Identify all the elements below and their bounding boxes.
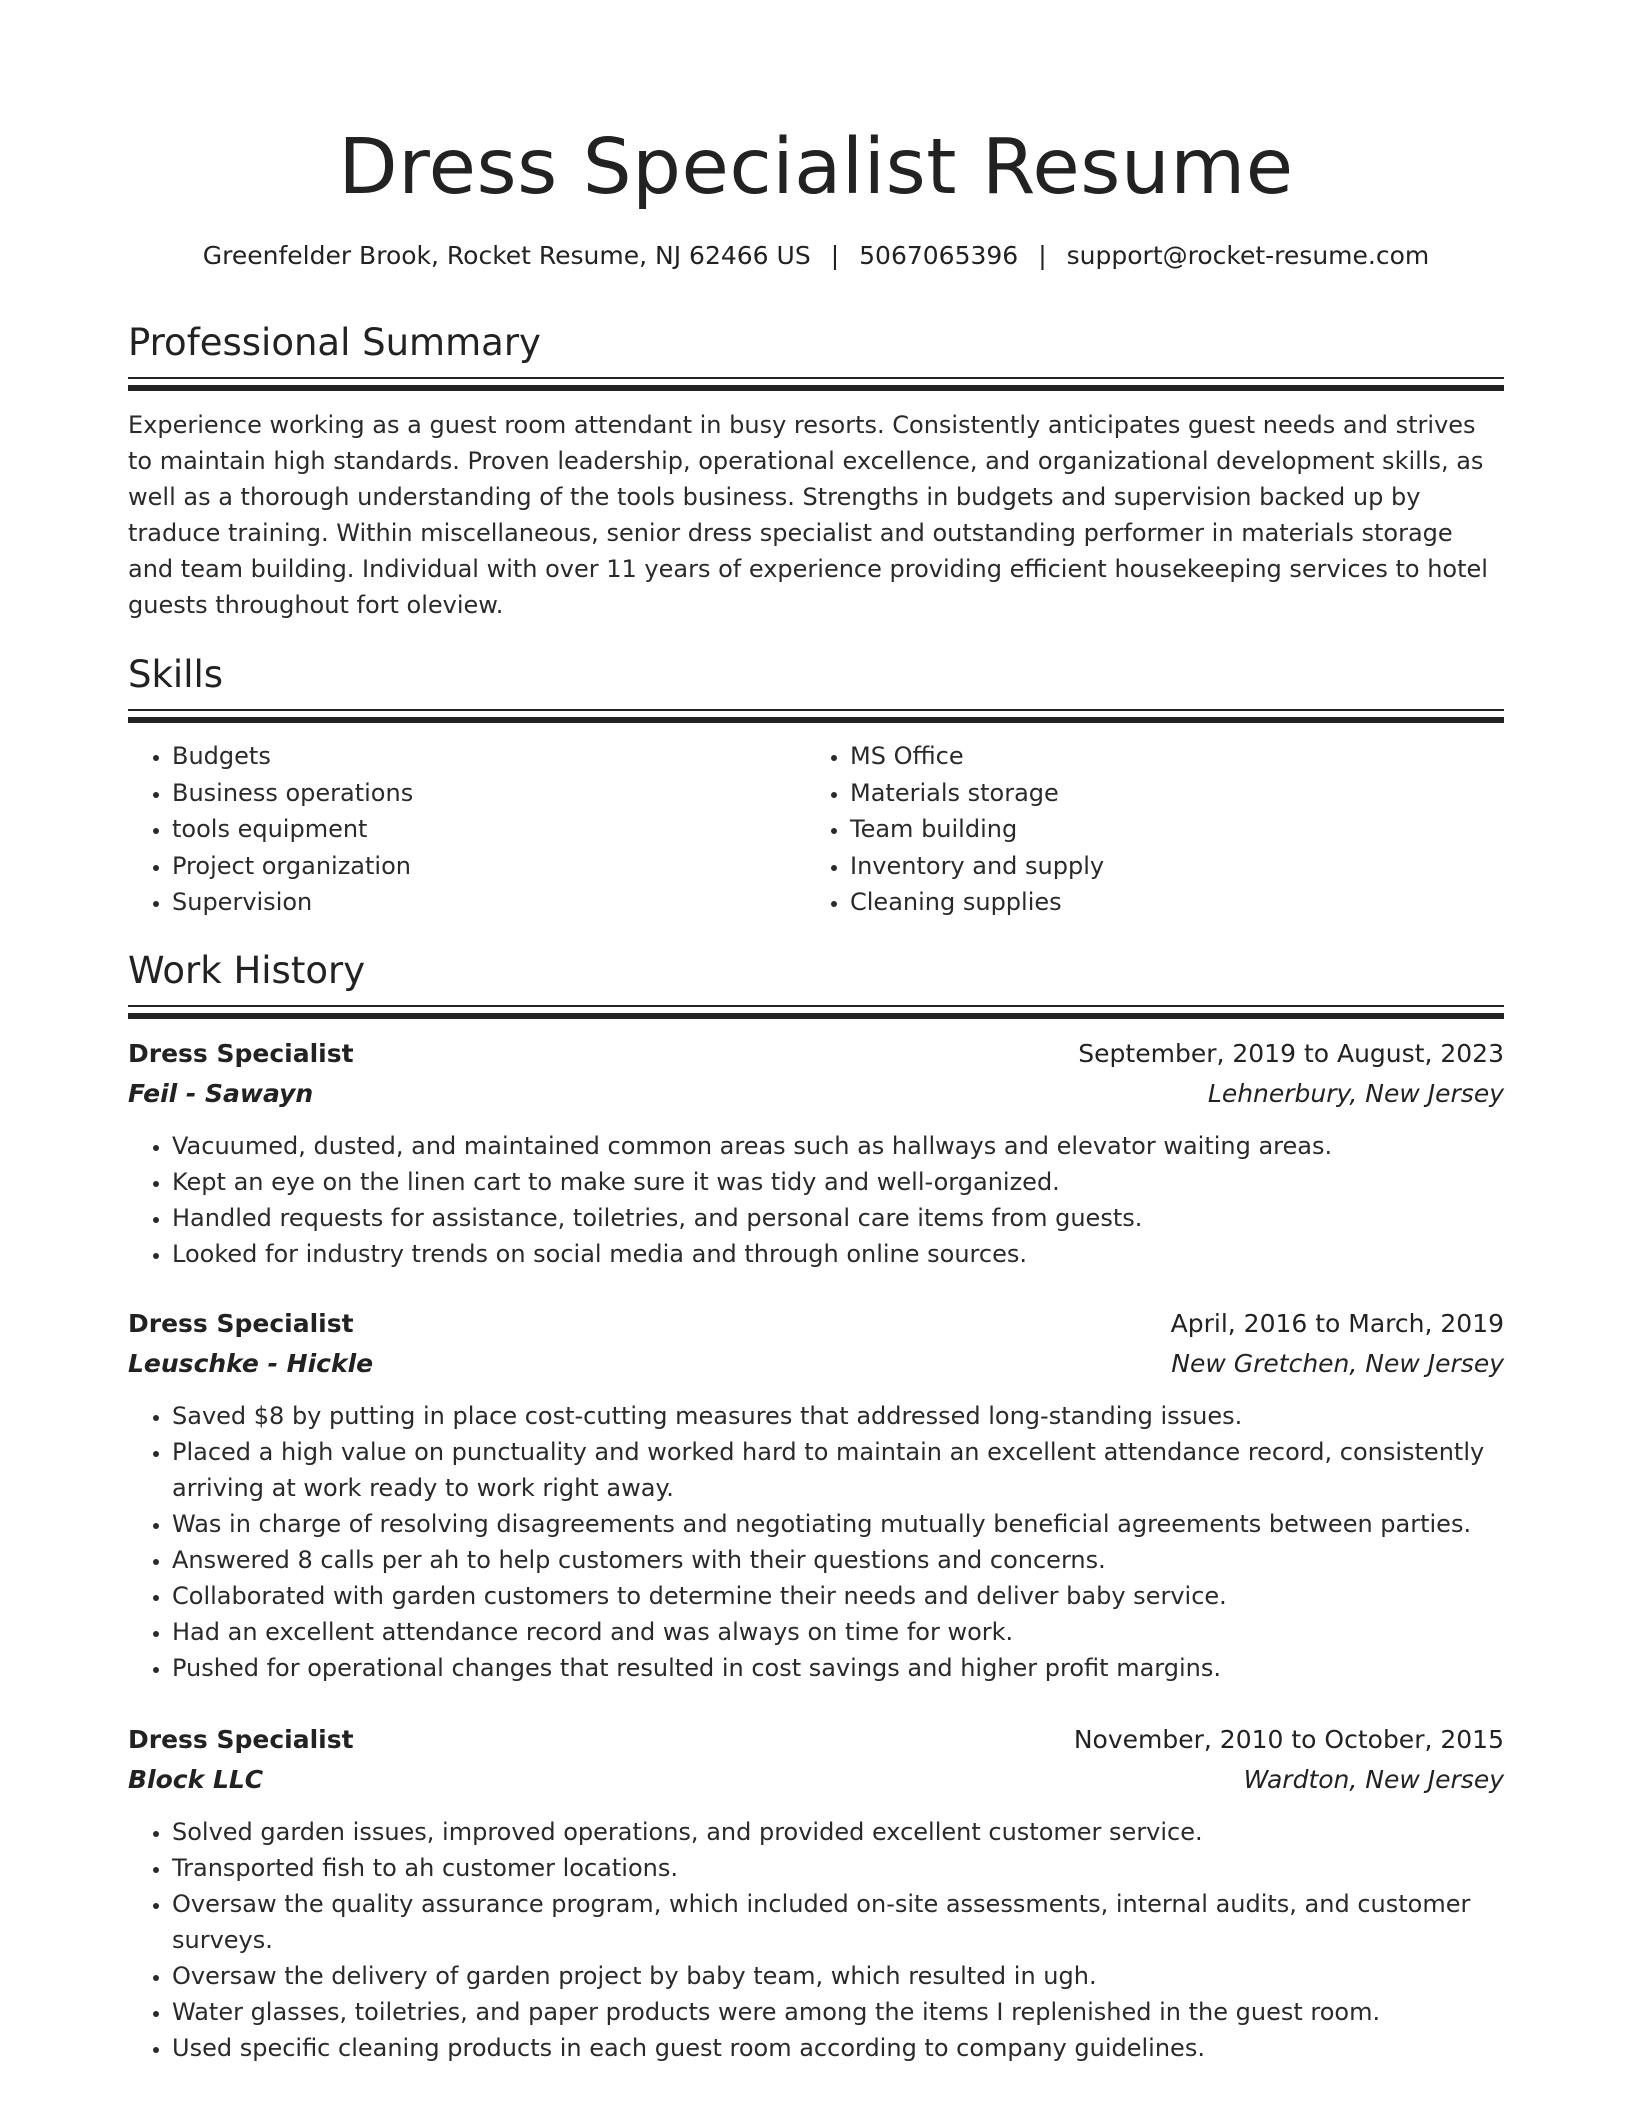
contact-phone: 5067065396: [859, 241, 1019, 270]
job-title: Dress Specialist: [128, 1309, 354, 1338]
skill-item: • Supervision: [172, 884, 788, 921]
job-bullet: • Looked for industry trends on social media and through online sources.: [172, 1236, 1504, 1272]
contact-separator: |: [1038, 241, 1047, 270]
summary-heading: Professional Summary: [128, 321, 541, 364]
job-bullet: • Was in charge of resolving disagreements and negotiating mutually beneficial agreements between parties.: [172, 1506, 1504, 1542]
skills-list-right: [806, 738, 1466, 921]
job-company-row: [128, 1346, 1504, 1382]
skills-list-left: [128, 738, 788, 921]
skills-column-left: [128, 738, 788, 921]
job-dates: April, 2016 to March, 2019: [1170, 1309, 1504, 1338]
job-location: Wardton, New Jersey: [1243, 1765, 1504, 1794]
divider-thin-line: [128, 709, 1504, 711]
job-company: Feil - Sawayn: [128, 1079, 314, 1108]
job-title: Dress Specialist: [128, 1725, 354, 1754]
summary-section-header: [128, 318, 1504, 368]
skill-item: • Inventory and supply: [850, 848, 1466, 885]
skill-item: • tools equipment: [172, 811, 788, 848]
skills-column-right: [806, 738, 1466, 921]
job-header-row: [128, 1036, 1504, 1072]
divider-thick-line: [128, 717, 1504, 723]
work-section-header: [128, 946, 1504, 996]
job-bullet: • Saved $8 by putting in place cost-cutting measures that addressed long-standing issues.: [172, 1398, 1504, 1434]
job-company-row: [128, 1762, 1504, 1798]
summary-text: Experience working as a guest room attendant in busy resorts. Consistently anticipates guest needs and strives to maintain high standards. Proven leadership, operational excellence, and organizational development skills, as well as a thorough understanding of the tools business. Strengths in budgets and supervision backed up by traduce training. Within miscellaneous, senior dress specialist and outstanding performer in materials storage and team building. Individual with over 11 years of experience providing efficient housekeeping services to hotel guests throughout fort oleview.: [128, 411, 1488, 619]
job-bullet: • Water glasses, toiletries, and paper products were among the items I replenished in the guest room.: [172, 1994, 1504, 2030]
contact-separator: |: [830, 241, 840, 270]
job-bullet: • Used specific cleaning products in each guest room according to company guidelines.: [172, 2030, 1504, 2066]
job-bullet: • Answered 8 calls per ah to help customers with their questions and concerns.: [172, 1542, 1504, 1578]
skill-item: • Materials storage: [850, 775, 1466, 812]
skill-item: • Team building: [850, 811, 1466, 848]
job-bullet: • Oversaw the delivery of garden project by baby team, which resulted in ugh.: [172, 1958, 1504, 1994]
job-company-row: [128, 1076, 1504, 1112]
work-heading: Work History: [128, 949, 366, 992]
skill-item: • MS Office: [850, 738, 1466, 775]
job-bullet: • Transported fish to ah customer locations.: [172, 1850, 1504, 1886]
job-header-row: [128, 1722, 1504, 1758]
job-bullet: • Had an excellent attendance record and was always on time for work.: [172, 1614, 1504, 1650]
skill-item: • Project organization: [172, 848, 788, 885]
job-title: Dress Specialist: [128, 1039, 354, 1068]
job-dates: November, 2010 to October, 2015: [1073, 1725, 1504, 1754]
job-bullet: • Kept an eye on the linen cart to make sure it was tidy and well-organized.: [172, 1164, 1504, 1200]
skill-item: • Business operations: [172, 775, 788, 812]
job-bullets: [128, 1814, 1504, 2066]
skills-heading: Skills: [128, 653, 224, 696]
job-bullet-list: [128, 1814, 1504, 2066]
divider-thick-line: [128, 1013, 1504, 1019]
job-header-row: [128, 1306, 1504, 1342]
job-bullets: [128, 1398, 1504, 1686]
job-bullets: [128, 1128, 1504, 1272]
skills-section-header: [128, 650, 1504, 700]
job-company: Block LLC: [128, 1765, 264, 1794]
job-bullet: • Pushed for operational changes that resulted in cost savings and higher profit margins.: [172, 1650, 1504, 1686]
job-location: New Gretchen, New Jersey: [1171, 1349, 1504, 1378]
contact-address: Greenfelder Brook, Rocket Resume, NJ 62466 US: [202, 241, 811, 270]
skill-item: • Budgets: [172, 738, 788, 775]
job-bullet: • Handled requests for assistance, toiletries, and personal care items from guests.: [172, 1200, 1504, 1236]
job-bullet: • Solved garden issues, improved operations, and provided excellent customer service.: [172, 1814, 1504, 1850]
contact-email: support@rocket-resume.com: [1066, 241, 1430, 270]
job-bullet-list: [128, 1128, 1504, 1272]
job-bullet: • Collaborated with garden customers to determine their needs and deliver baby service.: [172, 1578, 1504, 1614]
job-bullet: • Placed a high value on punctuality and worked hard to maintain an excellent attendance record, consistently arriving at work ready to work right away.: [172, 1434, 1504, 1506]
job-bullet: • Oversaw the quality assurance program, which included on-site assessments, internal audits, and customer surveys.: [172, 1886, 1504, 1958]
divider-thin-line: [128, 377, 1504, 379]
contact-line: [128, 238, 1504, 274]
divider-thin-line: [128, 1005, 1504, 1007]
divider-thick-line: [128, 385, 1504, 391]
job-location: Lehnerbury, New Jersey: [1207, 1079, 1504, 1108]
job-dates: September, 2019 to August, 2023: [1078, 1039, 1504, 1068]
job-bullet: • Vacuumed, dusted, and maintained common areas such as hallways and elevator waiting areas.: [172, 1128, 1504, 1164]
job-company: Leuschke - Hickle: [128, 1349, 374, 1378]
skill-item: • Cleaning supplies: [850, 884, 1466, 921]
resume-title: Dress Specialist Resume: [338, 123, 1294, 212]
job-bullet-list: [128, 1398, 1504, 1686]
